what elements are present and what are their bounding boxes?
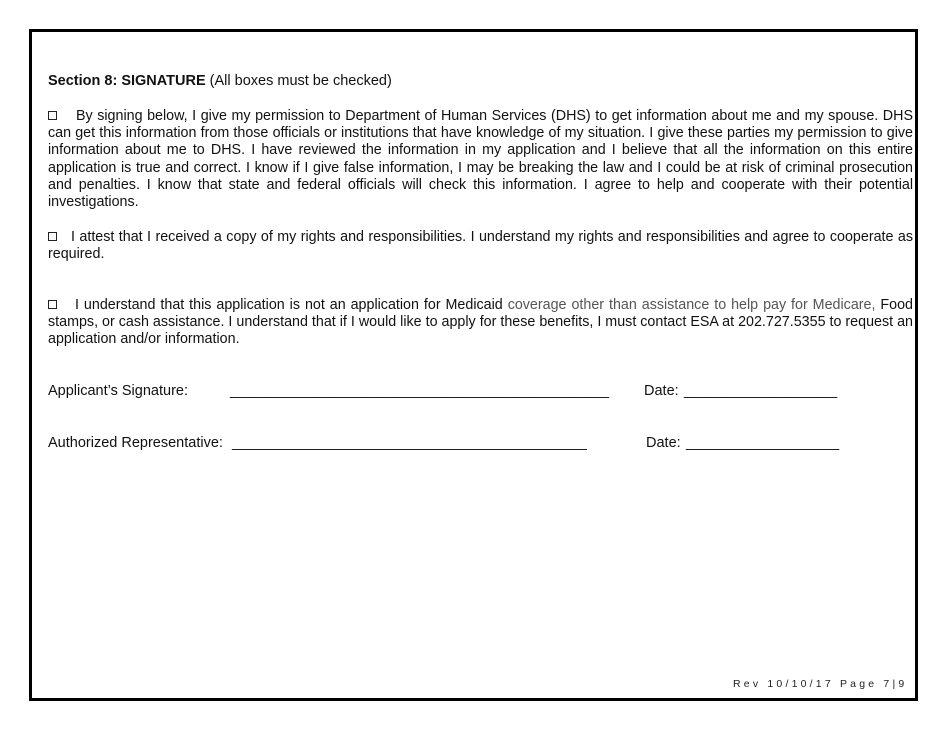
page-footer: Rev 10/10/17 Page 7|9 <box>733 678 908 690</box>
representative-date-field[interactable]: ___________________ <box>686 435 840 451</box>
permission-item <box>48 108 913 211</box>
applicant-date-field[interactable]: ___________________ <box>684 383 838 399</box>
section-heading <box>48 73 392 89</box>
representative-signature-field[interactable]: ____________________________________________ <box>232 435 587 451</box>
section-note: (All boxes must be checked) <box>205 73 392 89</box>
section-label: Section 8: SIGNATURE <box>48 73 206 89</box>
permission-checkbox[interactable] <box>48 111 57 120</box>
applicant-signature-label: Applicant’s Signature: <box>48 383 188 399</box>
medicaid-item <box>48 297 913 349</box>
medicaid-text: I understand that this application is not an application for Medicaid coverage other than assistance to help pay for Medicare, Food stamps, or cash assistance. I understand that if I would like to apply for these benefits, I must contact ESA at 202.727.5355 to request an application and/or information. <box>48 297 913 348</box>
rights-text: I attest that I received a copy of my rights and responsibilities. I understand my rights and responsibilities and agree to cooperate as required. <box>48 229 913 263</box>
applicant-date-label: Date: <box>644 383 679 399</box>
applicant-signature-field[interactable]: _______________________________________________ <box>230 383 610 399</box>
representative-date-label: Date: <box>646 435 681 451</box>
representative-label: Authorized Representative: <box>48 435 223 451</box>
rights-checkbox[interactable] <box>48 232 57 241</box>
permission-text: By signing below, I give my permission to Department of Human Services (DHS) to get information about me and my spouse. DHS can get this information from those officials or institutions that have knowledge of my situation. I give these parties my permission to give information about me to DHS. I have reviewed the information in my application and I believe that all the information on this entire application is true and correct. I know if I give false information, I may be breaking the law and I could be at risk of criminal prosecution and penalties. I know that state and federal officials will check this information. I agree to help and cooperate with their potential investigations. <box>48 108 913 211</box>
rights-item <box>48 229 913 263</box>
medicaid-checkbox[interactable] <box>48 300 57 309</box>
